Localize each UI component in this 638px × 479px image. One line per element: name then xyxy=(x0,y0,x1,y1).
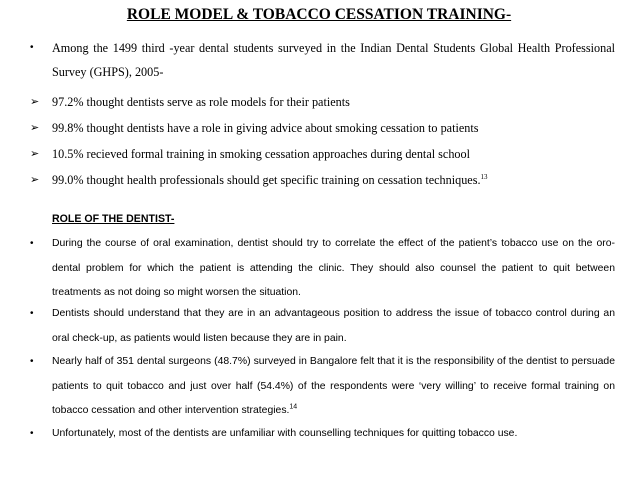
bullet-icon: • xyxy=(30,428,34,439)
survey-point-text: 99.0% thought health professionals should get specific training on cessation techniques. xyxy=(52,173,481,187)
survey-point-text: 97.2% thought dentists serve as role models for their patients xyxy=(52,95,350,109)
survey-point-text: 10.5% recieved formal training in smoking cessation approaches during dental school xyxy=(52,147,470,161)
page-title: ROLE MODEL & TOBACCO CESSATION TRAINING- xyxy=(126,6,512,23)
survey-point-text: 99.8% thought dentists have a role in giving advice about smoking cessation to patients xyxy=(52,121,479,135)
survey-point xyxy=(30,144,615,164)
role-paragraph xyxy=(30,422,615,447)
bullet-icon: • xyxy=(30,308,34,319)
citation-13: 13 xyxy=(480,172,488,181)
role-paragraph-text: Unfortunately, most of the dentists are unfamiliar with counselling techniques for quitting tobacco use. xyxy=(52,428,518,439)
role-paragraph xyxy=(30,302,615,351)
bullet-icon: • xyxy=(30,42,34,53)
survey-point xyxy=(30,92,615,112)
section-heading: ROLE OF THE DENTIST- xyxy=(52,213,175,225)
arrow-bullet-icon: ➢ xyxy=(30,95,40,108)
citation-14: 14 xyxy=(289,403,298,411)
arrow-bullet-icon: ➢ xyxy=(30,121,40,134)
arrow-bullet-icon: ➢ xyxy=(30,147,40,160)
survey-point xyxy=(30,170,615,190)
role-paragraph-text: Dentists should understand that they are in an advantageous position to address the issue of tobacco control during an oral check-up, as patients would listen because they are in pain. xyxy=(52,308,615,344)
role-paragraph-text: During the course of oral examination, dentist should try to correlate the effect of the patient’s tobacco use on the oro-dental problem for which the patient is attending the clinic. They should also counsel the patient to quit between treatments as not doing so might worsen the situation. xyxy=(52,238,615,298)
role-paragraph xyxy=(30,232,615,306)
survey-intro-item xyxy=(30,36,615,84)
survey-point xyxy=(30,118,615,138)
bullet-icon: • xyxy=(30,238,34,249)
role-paragraph-text: Nearly half of 351 dental surgeons (48.7%) surveyed in Bangalore felt that it is the responsibility of the dentist to persuade patients to quit tobacco and just over half (54.4%) of the respondents were ‘very willing’ to receive formal training on tobacco cessation and other intervention strategies. xyxy=(52,356,615,416)
survey-intro-text: Among the 1499 third -year dental students surveyed in the Indian Dental Students Global Health Professional Survey (GHPS), 2005- xyxy=(52,41,615,79)
role-paragraph xyxy=(30,350,615,424)
bullet-icon: • xyxy=(30,356,34,367)
arrow-bullet-icon: ➢ xyxy=(30,173,40,186)
